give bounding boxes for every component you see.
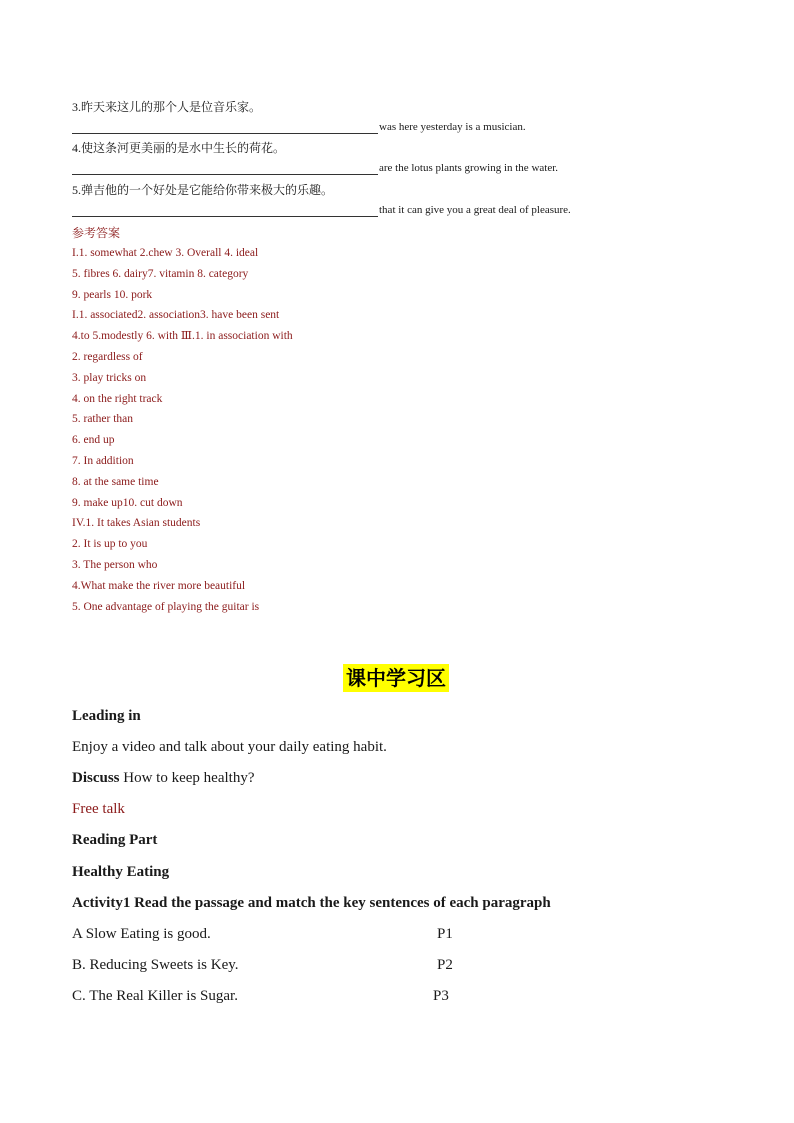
fill-blank[interactable] (72, 162, 378, 175)
answer-line: 5. fibres 6. dairy7. vitamin 8. category (72, 267, 249, 280)
leading-in-heading: Leading in (72, 708, 141, 724)
reading-part-heading: Reading Part (72, 832, 158, 848)
match-paragraph-p1: P1 (437, 926, 453, 942)
answer-line: 4.What make the river more beautiful (72, 579, 246, 592)
answer-line: 7. In addition (72, 454, 134, 467)
match-paragraph-p3: P3 (433, 988, 449, 1004)
translation-prompt-4: 4.使这条河更美丽的是水中生长的荷花。 (72, 141, 286, 155)
answer-line: 2. regardless of (72, 350, 143, 363)
answer-line: 4. on the right track (72, 392, 163, 405)
translation-answer-row-4 (72, 161, 558, 175)
answer-line: I.1. somewhat 2.chew 3. Overall 4. ideal (72, 247, 259, 259)
answer-line: IV.1. It takes Asian students (72, 517, 201, 530)
enjoy-video-text: Enjoy a video and talk about your daily eating habit. (72, 739, 387, 755)
activity1-instruction: Activity1 Read the passage and match the key sentences of each paragraph (72, 895, 551, 911)
answer-line: 8. at the same time (72, 475, 159, 488)
translation-answer-row-3 (72, 120, 526, 134)
answer-line: 3. The person who (72, 558, 158, 571)
fill-blank[interactable] (72, 204, 378, 217)
answer-key-list (72, 243, 293, 617)
answer-line: 5. One advantage of playing the guitar is (72, 600, 260, 613)
match-paragraph-p2: P2 (437, 957, 453, 973)
translation-prompt-3: 3.昨天来这儿的那个人是位音乐家。 (72, 100, 262, 114)
answer-line: 6. end up (72, 434, 115, 447)
answer-line: 5. rather than (72, 413, 133, 426)
translation-answer-row-5 (72, 203, 571, 217)
discuss-line (72, 768, 254, 788)
translation-suffix: that it can give you a great deal of pleasure. (379, 204, 571, 216)
free-talk-text: Free talk (72, 801, 125, 817)
section-title: 课中学习区 (343, 664, 449, 692)
answer-key-heading: 参考答案 (72, 226, 121, 240)
healthy-eating-heading: Healthy Eating (72, 864, 170, 880)
match-sentence-c: C. The Real Killer is Sugar. (72, 988, 238, 1004)
answer-line: 9. make up10. cut down (72, 496, 183, 509)
answer-line: 3. play tricks on (72, 371, 147, 384)
discuss-text: How to keep healthy? (119, 770, 255, 786)
translation-prompt-5: 5.弹吉他的一个好处是它能给你带来极大的乐趣。 (72, 183, 334, 197)
translation-suffix: are the lotus plants growing in the water. (379, 162, 559, 174)
match-sentence-b: B. Reducing Sweets is Key. (72, 957, 239, 973)
fill-blank[interactable] (72, 121, 378, 134)
translation-suffix: was here yesterday is a musician. (379, 121, 526, 133)
answer-line: 2. It is up to you (72, 538, 148, 551)
answer-line: I.1. associated2. association3. have been sent (72, 309, 280, 322)
discuss-label: Discuss (72, 770, 120, 786)
answer-line: 4.to 5.modestly 6. with Ⅲ.1. in association with (72, 330, 293, 343)
match-sentence-a: A Slow Eating is good. (72, 926, 211, 942)
answer-line: 9. pearls 10. pork (72, 288, 153, 301)
